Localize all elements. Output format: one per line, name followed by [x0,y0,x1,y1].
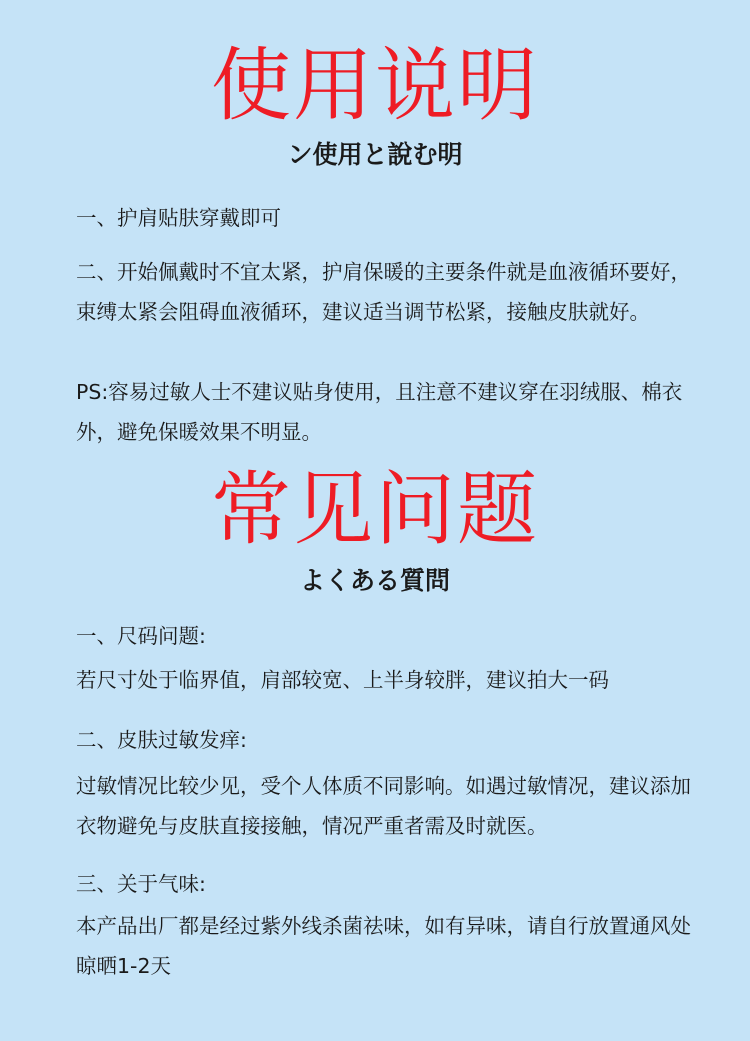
faq-title: 常见问题 [211,463,539,556]
usage-item-ps: PS:容易过敏人士不建议贴身使用，且注意不建议穿在羽绒服、棉衣外，避免保暖效果不明显。 [76,380,683,444]
faq-question-3: 三、关于气味: [76,872,206,896]
usage-item-2: 二、开始佩戴时不宜太紧，护肩保暖的主要条件就是血液循环要好，束缚太紧会阻碍血液循环，建议适当调节松紧，接触皮肤就好。 [76,260,691,324]
faq-answer-3: 本产品出厂都是经过紫外线杀菌祛味，如有异味，请自行放置通风处晾晒1-2天 [76,914,691,978]
faq-answer-1: 若尺寸处于临界值，肩部较宽、上半身较胖，建议拍大一码 [76,668,609,692]
usage-title: 使用说明 [211,39,539,132]
usage-subtitle: ン使用と說む明 [287,140,463,169]
usage-item-1: 一、护肩贴肤穿戴即可 [76,206,281,230]
faq-answer-2: 过敏情况比较少见，受个人体质不同影响。如遇过敏情况，建议添加衣物避免与皮肤直接接触，情况严重者需及时就医。 [76,774,691,838]
faq-question-2: 二、皮肤过敏发痒: [76,728,247,752]
faq-question-1: 一、尺码问题: [76,624,206,648]
faq-subtitle: よくある質問 [299,566,450,595]
